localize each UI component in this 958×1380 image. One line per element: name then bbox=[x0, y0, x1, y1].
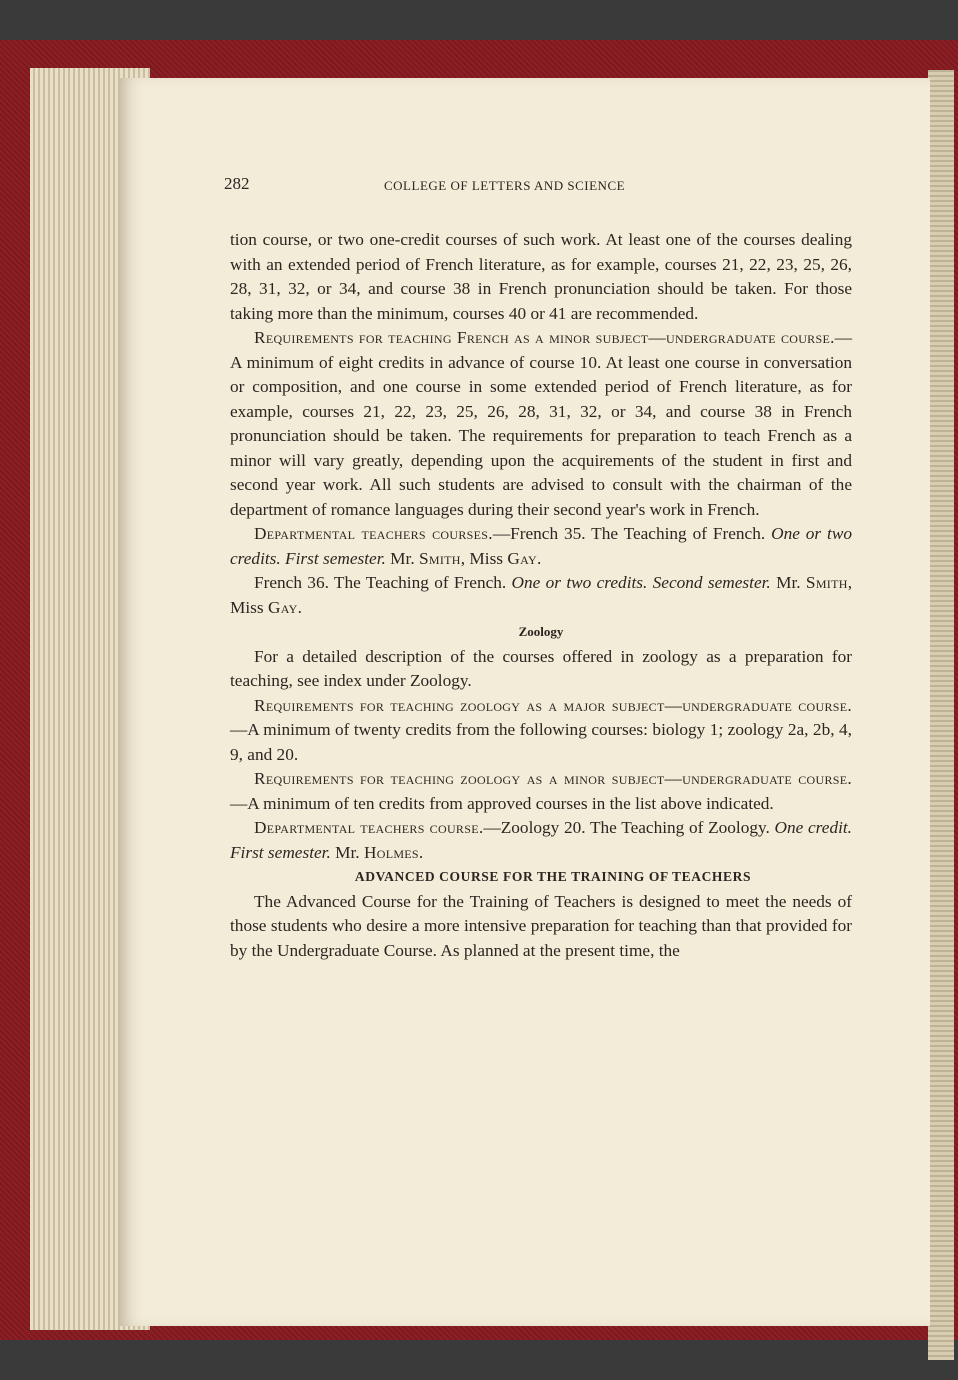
page-edges-right bbox=[928, 70, 954, 1360]
section-head: Requirements for teaching zoology as a major subject—undergraduate course. bbox=[254, 695, 852, 715]
paragraph-zoology-course bbox=[230, 816, 852, 865]
instructor-name: Holmes bbox=[363, 842, 419, 862]
instructor-name: Gay bbox=[507, 548, 537, 568]
paragraph-body: Mr. bbox=[770, 573, 806, 592]
paragraph-body: , Miss bbox=[230, 573, 853, 617]
paragraph-body: Mr. bbox=[385, 548, 419, 568]
page-header bbox=[224, 174, 864, 198]
paragraph-body: . bbox=[418, 842, 424, 862]
section-head: Requirements for teaching French as a minor subject—undergraduate course. bbox=[254, 328, 835, 347]
paragraph-continuation: tion course, or two one-credit courses of such work. At least one of the courses dealing with an extended period of French literature, as for example, courses 21, 22, 23, 25, 26, 28, 31, 32, or 34, and course 38 in French pronunciation should be taken. For those taking more than the minimum, courses 40 or 41 are recommended. bbox=[230, 230, 852, 323]
paragraph-body: —A minimum of twenty credits from the following courses: biology 1; zoology 2a, 2b, 4, 9, and 20. bbox=[230, 720, 852, 764]
instructor-name: Smith bbox=[805, 573, 848, 592]
paragraph-french-courses bbox=[230, 522, 852, 571]
paragraph-zoology-intro: For a detailed description of the courses offered in zoology as a preparation for teaching, see index under Zoology. bbox=[230, 646, 852, 690]
page-body bbox=[230, 228, 852, 963]
paragraph-body: , Miss bbox=[460, 548, 508, 568]
paragraph-french-minor bbox=[230, 326, 852, 522]
credit-info: One credit. First semester. bbox=[230, 818, 853, 862]
paragraph-zoology-minor bbox=[230, 767, 852, 816]
credit-info: One or two credits. Second semester. bbox=[511, 573, 771, 592]
section-head: Departmental teachers course. bbox=[254, 818, 484, 837]
paragraph-body: —Zoology 20. The Teaching of Zoology. bbox=[483, 818, 775, 837]
paragraph-body: . bbox=[297, 597, 302, 617]
paragraph-french-36 bbox=[230, 571, 852, 620]
section-head: Departmental teachers courses. bbox=[254, 524, 493, 543]
instructor-name: Gay bbox=[267, 597, 298, 617]
paragraph-body: Mr. bbox=[330, 842, 364, 862]
paragraph-body: —A minimum of eight credits in advance of course 10. At least one course in conversation or composition, and one course in some extended period of French literature, as for example, courses 21, 22, 23, 25, 26, 28, 31, 32, or 34, and course 38 in French pronunciation should be taken. The requirements for preparation to teach French as a minor will vary greatly, depending upon the acquirements of the student in first and second year work. All such students are advised to consult with the chairman of the department of romance languages during their second year's work in French. bbox=[230, 328, 852, 519]
credit-info: One or two credits. First semester. bbox=[230, 524, 853, 568]
instructor-name: Smith bbox=[418, 548, 461, 568]
page-number: 282 bbox=[224, 174, 250, 193]
paragraph-body: French 36. The Teaching of French. bbox=[254, 573, 512, 592]
advanced-course-heading: ADVANCED COURSE FOR THE TRAINING OF TEACHERS bbox=[354, 869, 752, 884]
paragraph-zoology-major bbox=[230, 694, 852, 768]
running-head: COLLEGE OF LETTERS AND SCIENCE bbox=[384, 178, 626, 193]
paragraph-advanced-course: The Advanced Course for the Training of Teachers is designed to meet the needs of those students who desire a more intensive preparation for teaching than that provided for by the Undergraduate Course. As planned at the present time, the bbox=[230, 891, 852, 960]
paragraph-body: —French 35. The Teaching of French. bbox=[492, 524, 772, 543]
paragraph-body: —A minimum of ten credits from approved courses in the list above indicated. bbox=[230, 793, 774, 813]
paragraph-body: . bbox=[536, 548, 542, 568]
zoology-heading: Zoology bbox=[518, 624, 564, 639]
section-head: Requirements for teaching zoology as a minor subject—undergraduate course. bbox=[254, 769, 852, 788]
